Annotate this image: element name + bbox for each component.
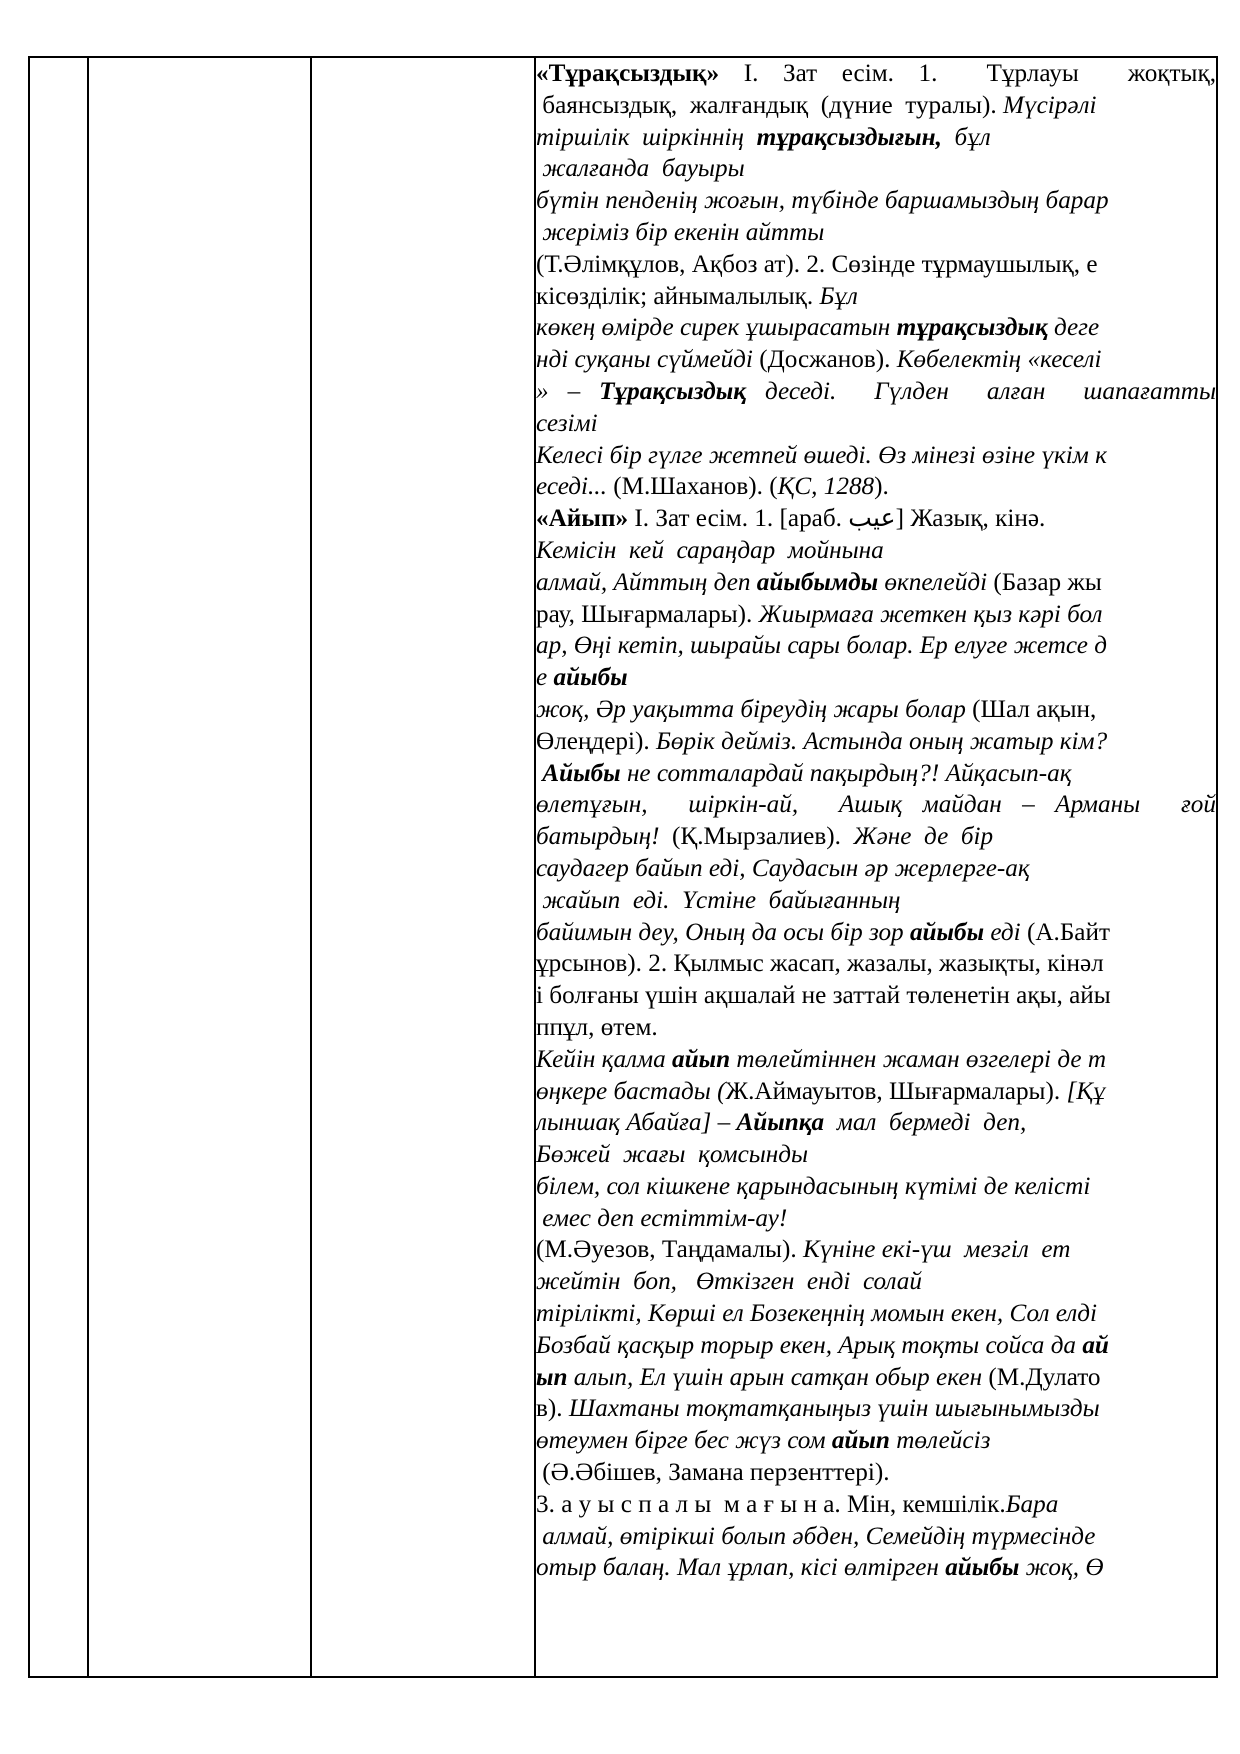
text-line bbox=[536, 567, 1216, 599]
text-run: батырдың! bbox=[536, 823, 660, 851]
text-run: [Құ bbox=[1066, 1077, 1106, 1105]
text-run: өңкере бастады ( bbox=[536, 1077, 726, 1105]
text-run: ). bbox=[874, 473, 889, 501]
text-run: сезімі bbox=[536, 409, 598, 437]
text-run: тұрақсыздығын, bbox=[756, 123, 942, 151]
text-run: Бұл bbox=[819, 282, 858, 310]
text-line bbox=[536, 694, 1216, 726]
text-run: Бара bbox=[1005, 1490, 1059, 1518]
text-run: Ж.Аймауытов, Шығармалары). bbox=[725, 1077, 1067, 1105]
text-line bbox=[536, 1044, 1216, 1076]
text-run: өлетұғын, шіркін-ай, Ашық майдан – Арманы ғой bbox=[536, 791, 1216, 819]
text-run: төлейсіз bbox=[889, 1427, 991, 1455]
dictionary-table bbox=[28, 56, 1218, 1678]
text-run: Көбелектің «кеселі bbox=[896, 346, 1102, 374]
dictionary-entries bbox=[536, 58, 1216, 1676]
text-run: Мүсірәлі bbox=[1003, 91, 1097, 119]
text-run: бүтін пенденің жоғын, түбінде баршамыздың барар bbox=[536, 187, 1109, 215]
text-run: (Қ.Мырзалиев). bbox=[659, 823, 854, 851]
text-run: Тұрақсыздық bbox=[599, 377, 746, 405]
text-run: баянсыздық, жалғандық (дүние туралы). bbox=[536, 91, 1004, 119]
text-line bbox=[536, 726, 1216, 758]
text-line bbox=[536, 980, 1216, 1012]
text-line bbox=[536, 1521, 1216, 1553]
text-run: жоқ, Ө bbox=[1019, 1554, 1104, 1582]
text-line bbox=[536, 1266, 1216, 1298]
text-run: Айыбы bbox=[542, 759, 621, 787]
text-line bbox=[536, 1107, 1216, 1139]
text-line bbox=[536, 1330, 1216, 1362]
text-line bbox=[536, 535, 1216, 567]
text-run: (М.Шаханов). ( bbox=[606, 473, 778, 501]
text-run: көкең өмірде сирек ұшырасатын bbox=[536, 314, 897, 342]
text-run: бұл bbox=[941, 123, 991, 151]
text-run: (М.Дулато bbox=[982, 1363, 1101, 1391]
text-run: (Шал ақын, bbox=[965, 695, 1097, 723]
text-run: айыбы bbox=[945, 1554, 1020, 1582]
text-run: Бөжей жағы қомсынды bbox=[536, 1141, 809, 1169]
text-run: айыбымды bbox=[756, 568, 879, 596]
text-run: лыншақ Абайға] – bbox=[536, 1109, 737, 1137]
text-run: деге bbox=[1047, 314, 1100, 342]
text-line bbox=[536, 281, 1216, 313]
text-run: Және де бір bbox=[853, 823, 994, 851]
text-line bbox=[536, 153, 1216, 185]
text-run: (Т.Әлімқұлов, Ақбоз ат). 2. Сөзінде тұрмаушылық, е bbox=[536, 250, 1098, 278]
text-line bbox=[536, 1012, 1216, 1044]
text-line bbox=[536, 599, 1216, 631]
text-run: емес деп естіттім-ау! bbox=[536, 1204, 788, 1232]
table-row bbox=[29, 57, 1217, 1677]
text-run: Кемісін кей сараңдар мойнына bbox=[536, 536, 884, 564]
text-run: рау, Шығармалары). bbox=[536, 600, 759, 628]
text-run: еді bbox=[984, 918, 1021, 946]
text-line bbox=[536, 344, 1216, 376]
definitions-cell bbox=[535, 57, 1217, 1677]
text-line bbox=[536, 440, 1216, 472]
text-run: алып, Ел үшін арын сатқан обыр екен bbox=[567, 1363, 983, 1391]
text-line bbox=[536, 408, 1216, 440]
text-line bbox=[536, 249, 1216, 281]
text-run: Бозбай қасқыр торыр екен, Арық тоқты сойса да bbox=[536, 1331, 1083, 1359]
text-run: тұрақсыздық bbox=[896, 314, 1048, 342]
text-run: Айыпқа bbox=[736, 1109, 825, 1137]
text-line bbox=[536, 662, 1216, 694]
text-line bbox=[536, 917, 1216, 949]
text-run: кісөзділік; айнымалылық. bbox=[536, 282, 820, 310]
text-run: (А.Байт bbox=[1020, 918, 1110, 946]
text-line bbox=[536, 185, 1216, 217]
text-run: жоқ, Әр уақытта біреудің жары болар bbox=[536, 695, 966, 723]
text-run: ұрсынов). 2. Қылмыс жасап, жазалы, жазықты, кінәл bbox=[536, 950, 1104, 978]
text-run: отыр балаң. Мал ұрлап, кісі өлтірген bbox=[536, 1554, 946, 1582]
text-run: айып bbox=[831, 1427, 890, 1455]
text-run: тірілікті, Көрші ел Бозекеңнің момын екен, Сол елді bbox=[536, 1300, 1098, 1328]
text-run: Келесі бір гүлге жетпей өшеді. Өз мінезі өзіне үкім к bbox=[536, 441, 1107, 469]
text-run: (М.Әуезов, Таңдамалы). bbox=[536, 1236, 803, 1264]
text-run: (Ә.Әбішев, Замана перзенттері). bbox=[536, 1459, 890, 1487]
text-run: і болғаны үшін ақшалай не заттай төленетін ақы, айы bbox=[536, 982, 1111, 1010]
text-run: ар, Өңі кетіп, шырайы сары болар. Ер елуге жетсе д bbox=[536, 632, 1107, 660]
text-run: жалғанда бауыры bbox=[536, 155, 745, 183]
text-line bbox=[536, 1203, 1216, 1235]
text-line bbox=[536, 789, 1216, 821]
text-run: нді суқаны сүймейді bbox=[536, 346, 753, 374]
text-run: саудагер байып еді, Саудасын әр жерлерге-ақ bbox=[536, 854, 1030, 882]
text-run: мал бермеді деп, bbox=[824, 1109, 1027, 1137]
text-run: ай bbox=[1082, 1331, 1109, 1359]
text-run: жеріміз бір екенін айтты bbox=[536, 218, 825, 246]
text-run: Өлеңдері). bbox=[536, 727, 656, 755]
text-line bbox=[536, 1139, 1216, 1171]
text-line bbox=[536, 821, 1216, 853]
text-line bbox=[536, 1552, 1216, 1584]
text-run: жайып еді. Үстіне байығанның bbox=[536, 886, 901, 914]
text-run: еседі... bbox=[536, 473, 607, 501]
text-run: Шахтаны тоқтатқаныңыз үшін шығынымызды bbox=[568, 1395, 1100, 1423]
empty-cell-number bbox=[29, 57, 88, 1677]
text-run: білем, сол кішкене қарындасының күтімі де келісті bbox=[536, 1172, 1091, 1200]
text-run: в). bbox=[536, 1395, 569, 1423]
text-line bbox=[536, 90, 1216, 122]
text-run: І. Зат есім. 1. [араб. ﻋﻴﺐ] Жазық, кінә. bbox=[628, 505, 1046, 533]
text-line bbox=[536, 1076, 1216, 1108]
empty-cell-3 bbox=[311, 57, 535, 1677]
text-run: айыбы bbox=[909, 918, 985, 946]
text-run: ппұл, өтем. bbox=[536, 1013, 658, 1041]
empty-cell-2 bbox=[88, 57, 311, 1677]
text-line bbox=[536, 948, 1216, 980]
text-line bbox=[536, 1425, 1216, 1457]
text-line bbox=[536, 1298, 1216, 1330]
text-line bbox=[536, 1171, 1216, 1203]
text-run: Жиырмаға жеткен қыз кәрі бол bbox=[758, 600, 1103, 628]
text-run: «Тұрақсыздық» bbox=[536, 60, 720, 87]
text-run: Бөрік дейміз. Астында оның жатыр кім? bbox=[656, 727, 1108, 755]
text-run: жейтін боп, Өткізген енді солай bbox=[536, 1268, 922, 1296]
text-run: не сотталардай пақырдың?! Айқасып-ақ bbox=[620, 759, 1072, 787]
text-run: » – bbox=[536, 377, 600, 405]
text-line bbox=[536, 758, 1216, 790]
text-line bbox=[536, 58, 1216, 90]
text-run: төлейтіннен жаман өзгелері де т bbox=[730, 1045, 1107, 1073]
text-run: І. Зат есім. 1. Тұрлауы жоқтық, bbox=[719, 60, 1216, 87]
text-line bbox=[536, 122, 1216, 154]
text-run: өкпелейді bbox=[878, 568, 988, 596]
text-run: деседі. Гүлден алған шапағатты bbox=[746, 377, 1216, 405]
text-line bbox=[536, 630, 1216, 662]
text-line bbox=[536, 853, 1216, 885]
text-line bbox=[536, 1393, 1216, 1425]
text-run: Күніне екі-үш мезгіл ет bbox=[802, 1236, 1071, 1264]
text-line bbox=[536, 471, 1216, 503]
text-run: (Базар жы bbox=[987, 568, 1102, 596]
text-run: (Досжанов). bbox=[752, 346, 897, 374]
text-run: алмай, Айттың деп bbox=[536, 568, 757, 596]
text-line bbox=[536, 1457, 1216, 1489]
text-run: өтеумен бірге бес жүз сом bbox=[536, 1427, 832, 1455]
text-run: айып bbox=[672, 1045, 731, 1073]
text-line bbox=[536, 376, 1216, 408]
text-run: байимын деу, Оның да осы бір зор bbox=[536, 918, 910, 946]
text-run: айыбы bbox=[553, 664, 628, 692]
text-run: тіршілік шіркіннің bbox=[536, 123, 757, 151]
text-line bbox=[536, 885, 1216, 917]
text-line bbox=[536, 1234, 1216, 1266]
text-run: алмай, өтірікші болып әбден, Семейдің түрмесінде bbox=[536, 1522, 1096, 1550]
text-line bbox=[536, 1489, 1216, 1521]
text-line bbox=[536, 312, 1216, 344]
text-line bbox=[536, 1362, 1216, 1394]
text-run: ҚС, 1288 bbox=[777, 473, 875, 501]
text-run: Кейін қалма bbox=[536, 1045, 672, 1073]
text-run: ып bbox=[536, 1363, 568, 1391]
text-run: 3. а у ы с п а л ы м а ғ ы н а. Мін, кемшілік. bbox=[536, 1490, 1006, 1518]
text-run: «Айып» bbox=[536, 505, 629, 533]
text-line bbox=[536, 503, 1216, 535]
text-run: е bbox=[536, 664, 554, 692]
text-line bbox=[536, 217, 1216, 249]
